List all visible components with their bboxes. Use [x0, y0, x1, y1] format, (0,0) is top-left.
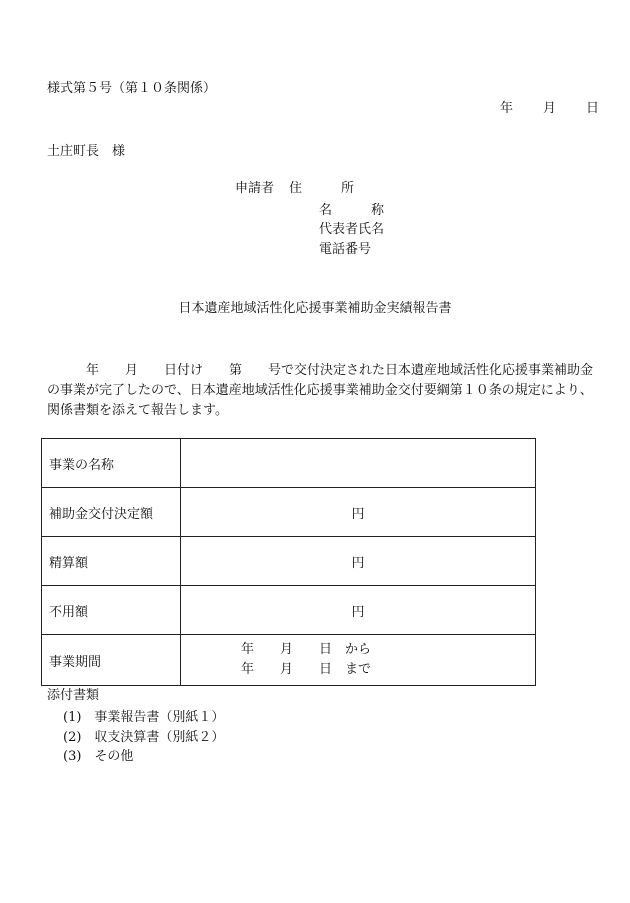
report-table — [41, 438, 536, 686]
row-label: 事業の名称 — [42, 439, 181, 488]
table-row — [42, 537, 536, 586]
table-row — [42, 586, 536, 635]
applicant-representative: 代表者氏名 — [319, 222, 385, 237]
attachment-item: (2) 収支決算書（別紙２） — [63, 730, 225, 745]
period-from: 年 月 日 から — [241, 642, 372, 657]
date-line — [500, 101, 599, 117]
date-day: 日 — [586, 101, 600, 116]
attachments-title: 添付書類 — [47, 688, 100, 703]
row-label: 不用額 — [42, 586, 181, 635]
attachment-item: (3) その他 — [63, 749, 134, 764]
table-row — [42, 488, 536, 537]
table-row — [42, 635, 536, 686]
applicant-phone: 電話番号 — [319, 242, 372, 257]
date-year: 年 — [500, 101, 514, 116]
date-month: 月 — [543, 101, 557, 116]
applicant-name: 名 称 — [319, 203, 385, 218]
attachment-item: (1) 事業報告書（別紙１） — [63, 710, 225, 725]
document-title: 日本遺産地域活性化応援事業補助金実績報告書 — [178, 301, 452, 316]
row-value — [181, 439, 536, 488]
form-number: 様式第５号（第１０条関係） — [47, 81, 217, 96]
applicant-address: 住 所 — [289, 181, 355, 196]
period-to: 年 月 日 まで — [241, 662, 372, 677]
row-label: 精算額 — [42, 537, 181, 586]
row-value: 円 — [181, 488, 536, 537]
row-value: 円 — [181, 586, 536, 635]
row-value: 円 — [181, 537, 536, 586]
addressee: 土庄町長 様 — [47, 144, 126, 159]
table-row — [42, 439, 536, 488]
report-body: 年 月 日付け 第 号で交付決定された日本遺産地域活性化応援事業補助金の事業が完了したので、日本遺産地域活性化応援事業補助金交付要綱第１０条の規定により、関係書類を添えて報告します。 — [47, 363, 594, 418]
applicant-label: 申請者 — [235, 181, 275, 196]
row-label: 事業期間 — [42, 635, 181, 686]
row-label: 補助金交付決定額 — [42, 488, 181, 537]
period-value — [181, 635, 536, 686]
